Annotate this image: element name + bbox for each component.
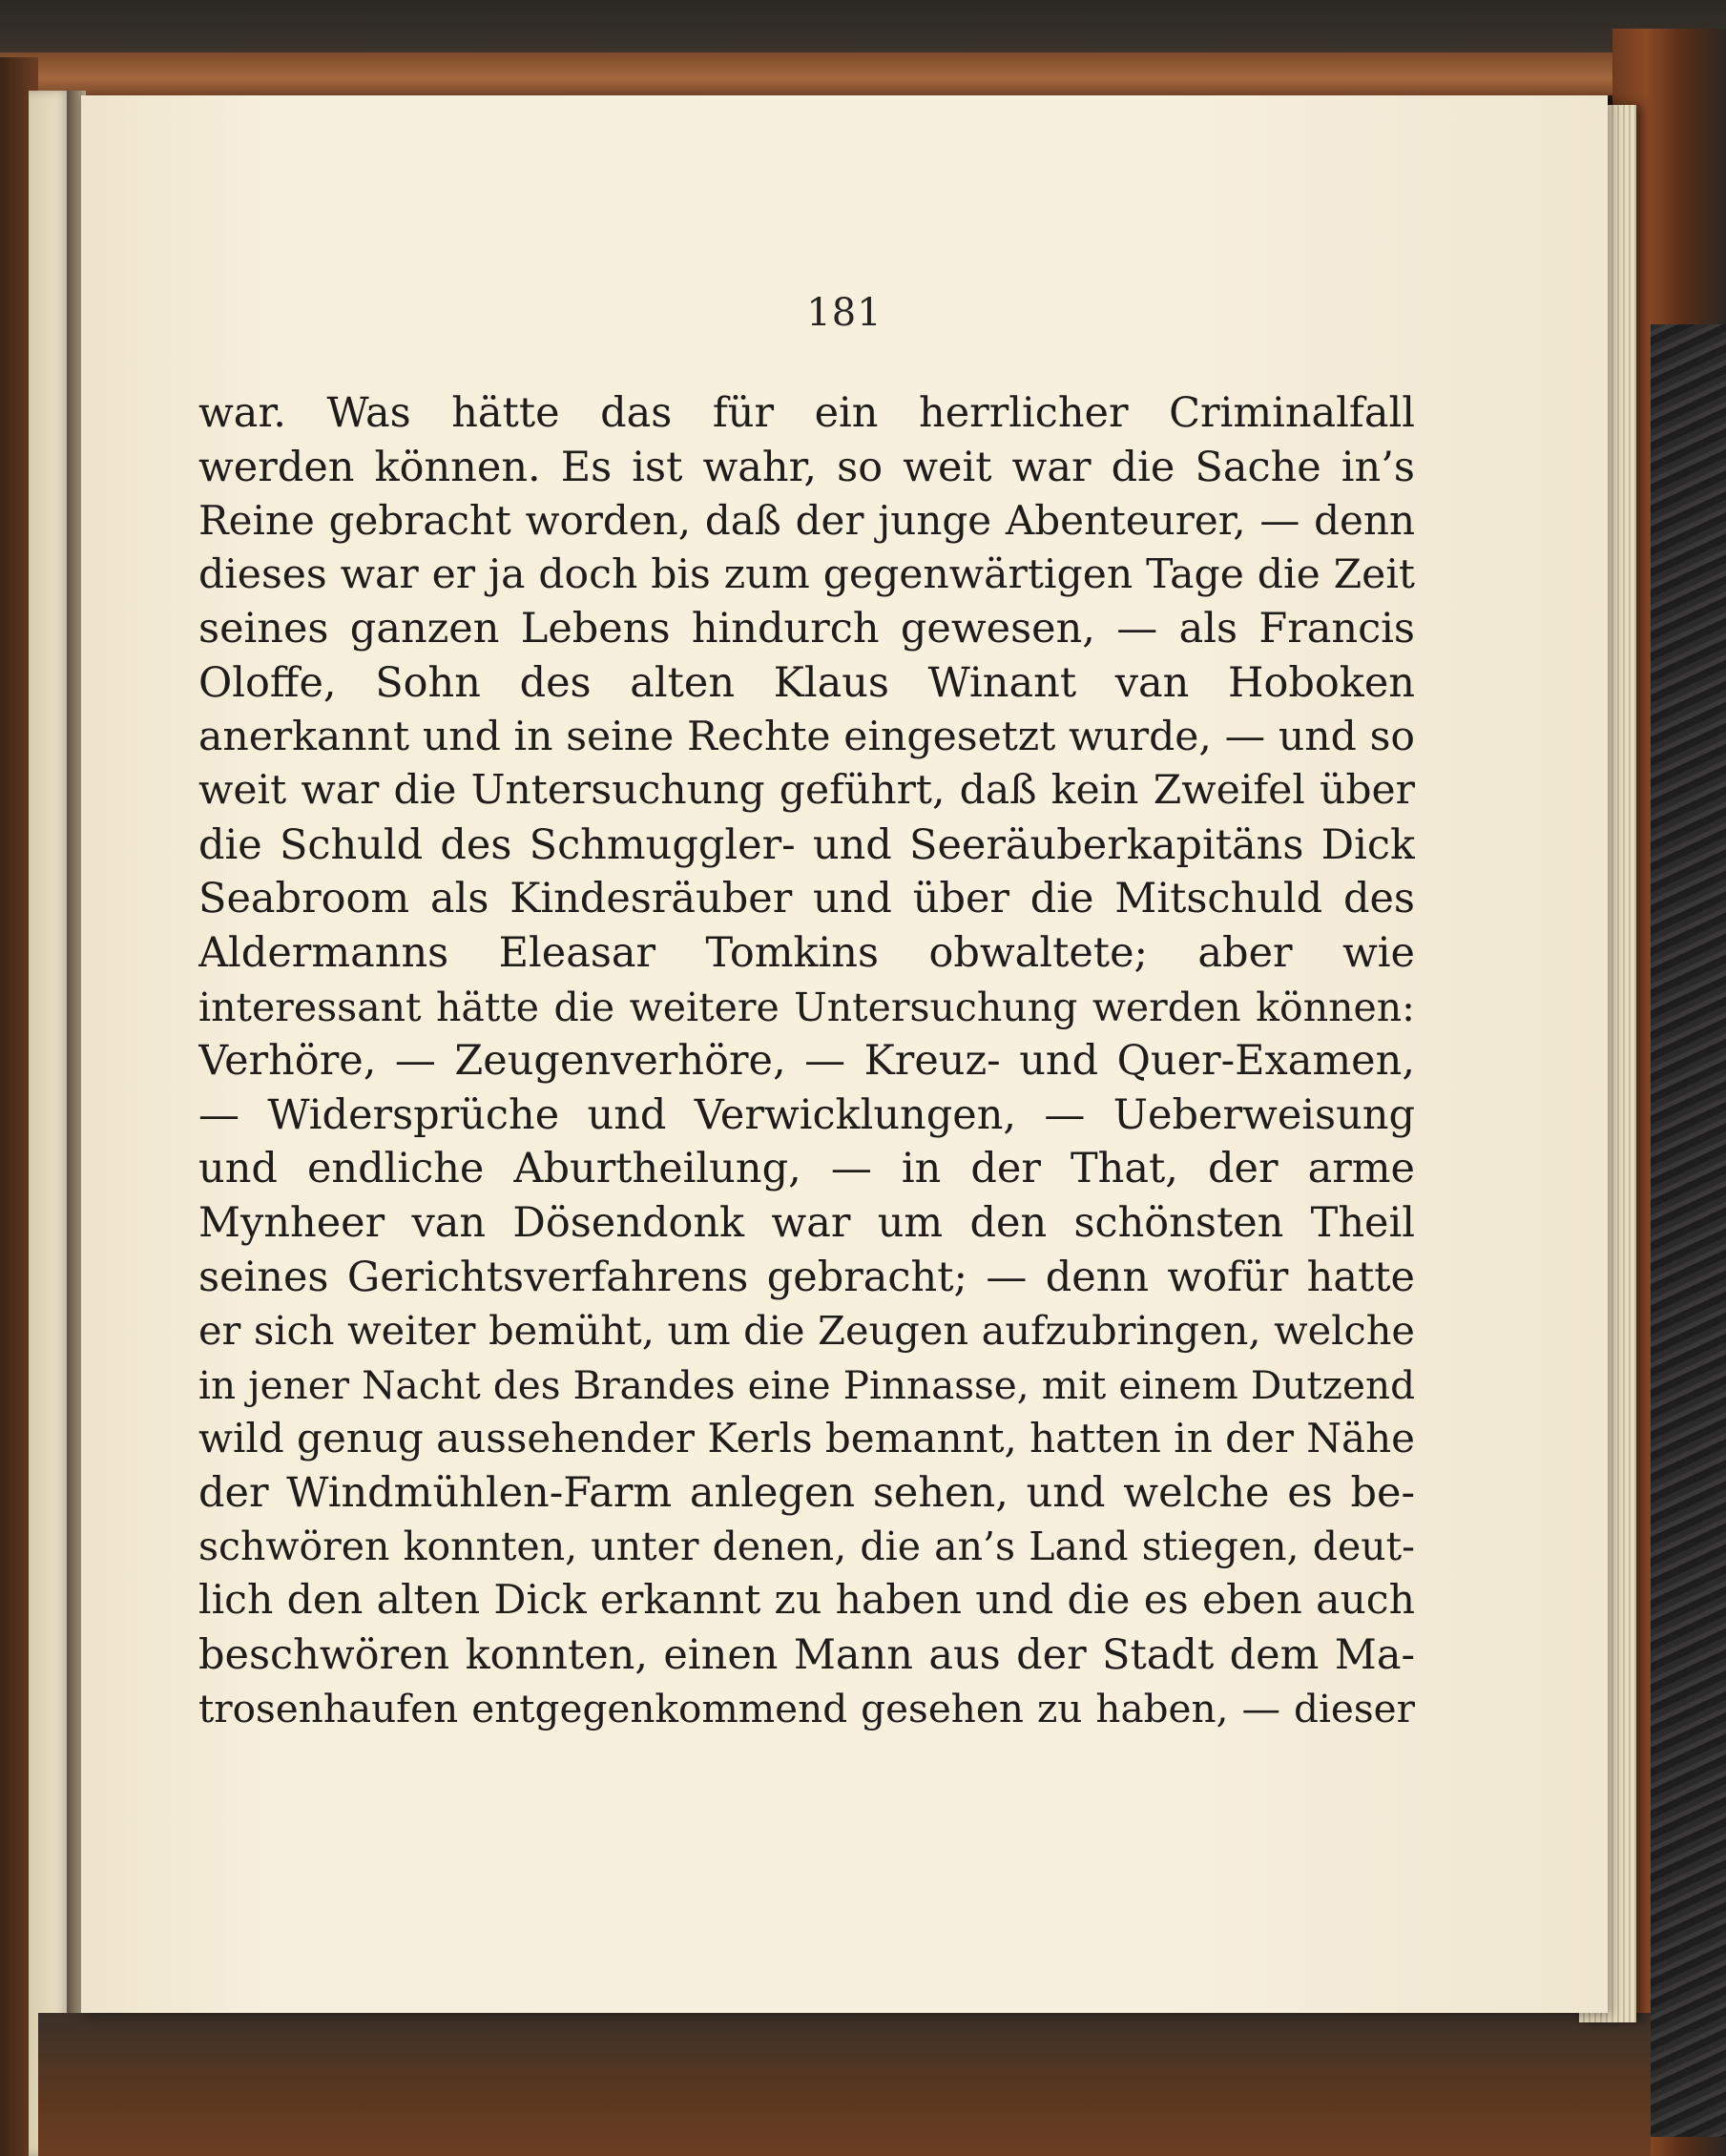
text-line: trosenhaufen entgegenkommend gesehen zu haben, — dieser: [198, 1686, 1415, 1732]
page-number: 181: [806, 291, 883, 335]
text-line: der Windmühlen-Farm anlegen sehen, und welche es be-: [198, 1468, 1415, 1517]
text-line: in jener Nacht des Brandes eine Pinnasse, mit einem Dutzend: [198, 1361, 1415, 1408]
text-line: seines Gerichtsverfahrens gebracht; — denn wofür hatte: [198, 1253, 1415, 1301]
text-line: anerkannt und in seine Rechte eingesetzt wurde, — und so: [198, 713, 1415, 760]
facing-page-edge: [29, 91, 72, 2156]
text-line: Verhöre, — Zeugenverhöre, — Kreuz- und Quer-Examen,: [198, 1037, 1415, 1086]
text-line: war. Was hätte das für ein herrlicher Criminalfall: [198, 389, 1415, 437]
text-line: die Schuld des Schmuggler- und Seeräuberkapitäns Dick: [198, 820, 1415, 869]
body-text: [198, 386, 1415, 1736]
text-line: Reine gebracht worden, daß der junge Abenteurer, — denn: [198, 497, 1415, 545]
text-line: und endliche Aburtheilung, — in der That, der arme: [198, 1145, 1415, 1193]
text-line: Mynheer van Dösendonk war um den schönsten Theil: [198, 1198, 1415, 1247]
text-line: weit war die Untersuchung geführt, daß kein Zweifel über: [198, 767, 1415, 815]
text-line: er sich weiter bemüht, um die Zeugen aufzubringen, welche: [198, 1307, 1415, 1355]
text-line: schwören konnten, unter denen, die an’s Land stiegen, deut-: [198, 1524, 1415, 1570]
text-line: Seabroom als Kindesräuber und über die Mitschuld des: [198, 875, 1415, 923]
text-line: Oloffe, Sohn des alten Klaus Winant van Hoboken: [198, 658, 1415, 707]
text-line: beschwören konnten, einen Mann aus der Stadt dem Ma-: [198, 1630, 1415, 1679]
book-cover-bottom: [38, 2013, 1651, 2156]
text-line: — Widersprüche und Verwicklungen, — Ueberweisung: [198, 1090, 1415, 1139]
text-line: lich den alten Dick erkannt zu haben und die es eben auch: [198, 1577, 1415, 1625]
leather-binding-top: [0, 52, 1698, 95]
text-line: dieses war er ja doch bis zum gegenwärtigen Tage die Zeit: [198, 550, 1415, 598]
text-line: seines ganzen Lebens hindurch gewesen, — als Francis: [198, 605, 1415, 653]
text-line: interessant hätte die weitere Untersuchung werden können:: [198, 984, 1415, 1030]
text-line: werden können. Es ist wahr, so weit war die Sache in’s: [198, 443, 1415, 491]
marbled-board: [1651, 324, 1726, 2137]
book-page: [81, 95, 1608, 2013]
text-line: wild genug aussehender Kerls bemannt, hatten in der Nähe: [198, 1415, 1415, 1462]
text-line: Aldermanns Eleasar Tomkins obwaltete; aber wie: [198, 928, 1415, 977]
